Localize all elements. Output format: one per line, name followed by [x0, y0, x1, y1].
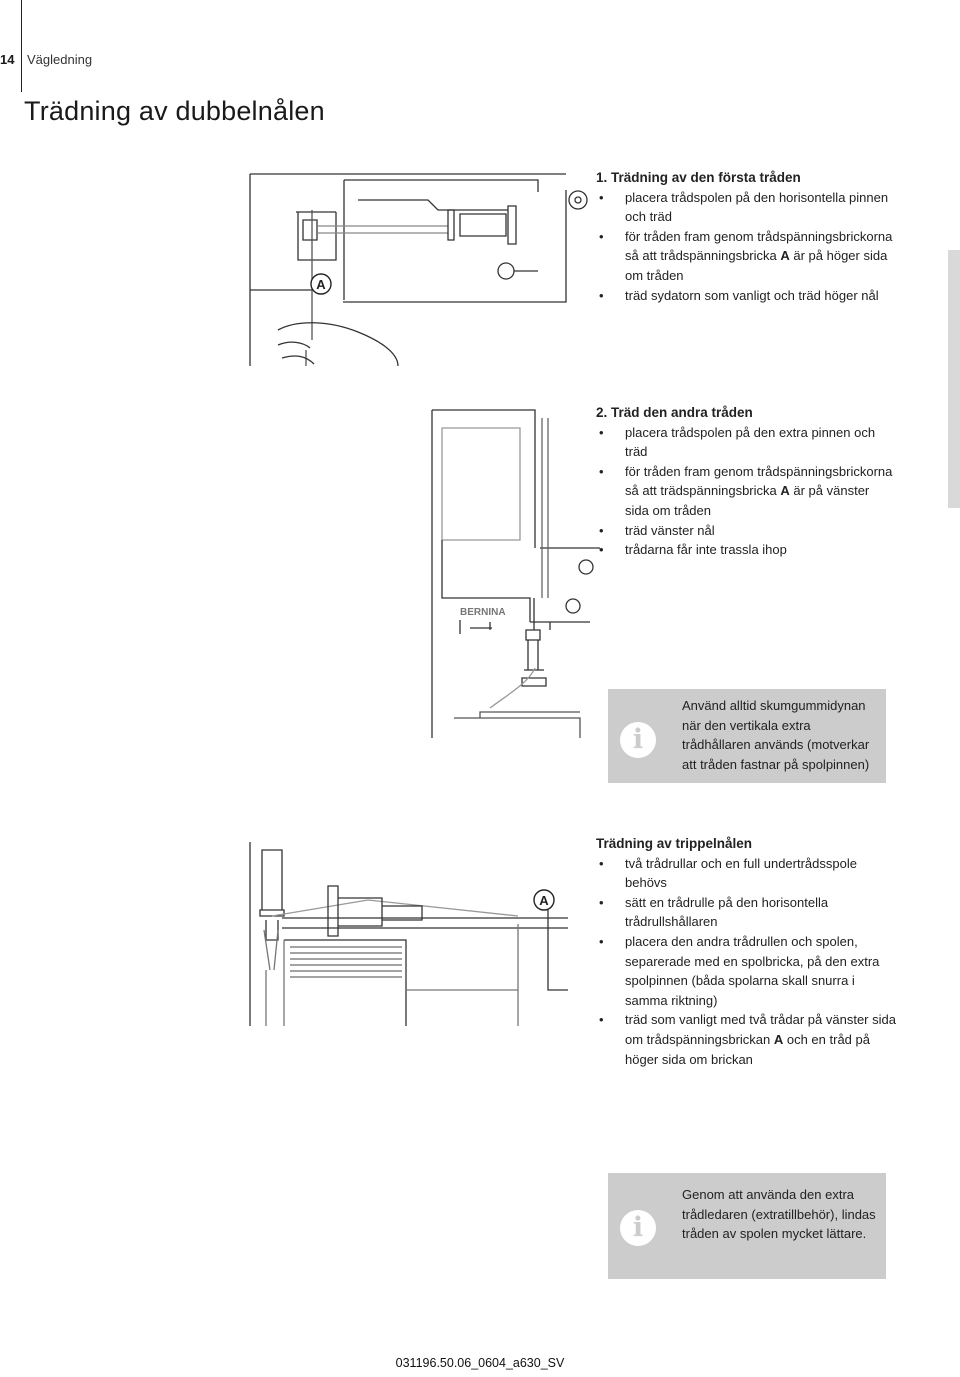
section-heading: Trädning av trippelnålen [596, 836, 753, 851]
info-box-thread-guide [608, 1173, 886, 1279]
vent-grille [290, 946, 402, 978]
list-item: • sätt en trådrulle på den horisontella trådrullshållaren [596, 893, 896, 932]
info-text: Genom att använda den extra trådledaren (extratillbehör), lindas tråden av spolen mycket lättare. [682, 1187, 876, 1242]
page-number: 14 [0, 52, 15, 67]
figure-marker-a: A [539, 893, 549, 908]
figure-double-needle-second-thread [430, 408, 600, 740]
info-box-foam-pad [608, 689, 886, 783]
section-second-thread [596, 403, 896, 560]
brand-label: BERNINA [460, 607, 506, 618]
list-item: • träd som vanligt med två trådar på vänster sida om trådspänningsbrickan A och en tråd på höger sida om brickan [596, 1010, 896, 1069]
list-item: • två trådrullar och en full undertrådsspole behövs [596, 854, 896, 893]
info-icon: i [620, 1210, 656, 1246]
section-triple-needle [596, 834, 896, 1069]
figure-double-needle-first-thread [248, 170, 590, 370]
document-code: 031196.50.06_0604_a630_SV [395, 1356, 565, 1370]
list-item: • för tråden fram genom trådspänningsbrickorna så att trådspänningsbricka A är på höger sida om tråden [596, 227, 896, 286]
page-title: Trädning av dubbelnålen [24, 96, 325, 126]
list-item: • trådarna får inte trassla ihop [596, 540, 896, 560]
list-item: • placera trådspolen på den extra pinnen och träd [596, 423, 896, 462]
section-heading: 2. Träd den andra tråden [596, 405, 753, 420]
figure-triple-needle [248, 840, 578, 1028]
section-label: Vägledning [27, 52, 93, 67]
chapter-side-tab [948, 250, 960, 508]
header-divider [21, 0, 22, 92]
section-first-thread [596, 168, 896, 305]
list-item: • placera den andra trådrullen och spolen, separerade med en spolbricka, på den extra spolpinnen (båda spolarna skall snurra i samma riktning) [596, 932, 896, 1010]
list-item: • placera trådspolen på den horisontella pinnen och träd [596, 188, 896, 227]
section-heading: 1. Trädning av den första tråden [596, 170, 801, 185]
list-item: • för tråden fram genom trådspänningsbrickorna så att trädspänningsbricka A är på vänster sida om tråden [596, 462, 896, 521]
list-item: • träd vänster nål [596, 521, 896, 541]
figure-marker-a: A [316, 277, 326, 292]
list-item: • träd sydatorn som vanligt och träd höger nål [596, 286, 896, 306]
info-text: Använd alltid skumgummidynan när den vertikala extra trådhållaren används (motverkar att tråden fastnar på spolpinnen) [682, 698, 870, 772]
info-icon: i [620, 722, 656, 758]
